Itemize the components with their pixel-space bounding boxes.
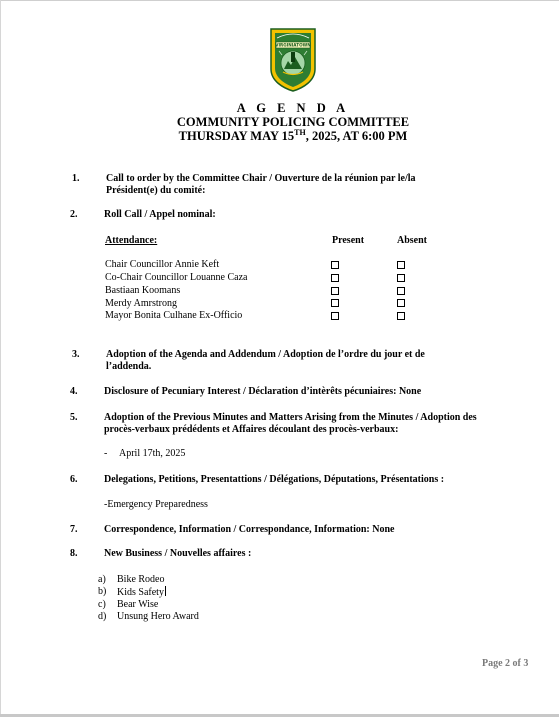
attendance-header: Attendance: — [105, 235, 158, 246]
attendee-name: Merdy Amrstrong — [105, 298, 177, 309]
attendee-name: Bastiaan Koomans — [105, 285, 181, 296]
absent-checkbox[interactable] — [397, 312, 405, 320]
item-number: 3. — [72, 349, 80, 360]
agenda-title-block — [0, 101, 559, 143]
item-number: 8. — [70, 548, 78, 559]
agenda-item-call-to-order: Call to order by the Committee Chair / Ouverture de la réunion par le/la Président(e) du comité: — [106, 173, 416, 196]
present-checkbox[interactable] — [331, 299, 339, 307]
committee-name: COMMUNITY POLICING COMMITTEE — [176, 115, 410, 129]
item-number: 4. — [70, 386, 78, 397]
minutes-date: April 17th, 2025 — [119, 448, 186, 459]
item-number: 7. — [70, 524, 78, 535]
minutes-bullet: - — [104, 448, 108, 459]
delegation-entry: -Emergency Preparedness — [104, 499, 208, 510]
present-checkbox[interactable] — [331, 274, 339, 282]
absent-checkbox[interactable] — [397, 261, 405, 269]
list-marker: d) — [98, 611, 107, 622]
attendee-name: Mayor Bonita Culhane Ex-Officio — [105, 310, 243, 321]
text-cursor — [165, 586, 166, 596]
page-number: Page 2 of 3 — [482, 658, 529, 669]
list-marker: b) — [98, 586, 107, 597]
absent-checkbox[interactable] — [397, 274, 405, 282]
meeting-date: THURSDAY MAY 15TH, 2025, AT 6:00 PM — [178, 127, 408, 143]
list-item: Bike Rodeo — [117, 574, 165, 585]
item-number: 5. — [70, 412, 78, 423]
list-item: Bear Wise — [117, 599, 159, 610]
list-item: Kids Safety — [117, 587, 164, 598]
agenda-item-new-business: New Business / Nouvelles affaires : — [104, 548, 252, 559]
item-number: 6. — [70, 474, 78, 485]
agenda-item-correspondence: Correspondence, Information / Correspondance, Information: None — [104, 524, 395, 535]
present-checkbox[interactable] — [331, 312, 339, 320]
agenda-item-delegations: Delegations, Petitions, Presentattions / Délégations, Députations, Présentations : — [104, 474, 445, 485]
agenda-heading: A G E N D A — [236, 101, 350, 115]
agenda-item-pecuniary-interest: Disclosure of Pecuniary Interest / Déclaration d’intèrêts pécuniaires: None — [104, 386, 422, 397]
attendee-name: Co-Chair Councillor Louanne Caza — [105, 272, 248, 283]
absent-checkbox[interactable] — [397, 287, 405, 295]
item-number: 1. — [72, 173, 80, 184]
list-item: Unsung Hero Award — [117, 611, 199, 622]
absent-checkbox[interactable] — [397, 299, 405, 307]
page-edge-top — [0, 0, 559, 1]
item-number: 2. — [70, 209, 78, 220]
municipal-crest-icon — [267, 25, 319, 93]
attendee-name: Chair Councillor Annie Keft — [105, 259, 220, 270]
list-marker: a) — [98, 574, 106, 585]
agenda-item-roll-call: Roll Call / Appel nominal: — [104, 209, 216, 220]
present-checkbox[interactable] — [331, 261, 339, 269]
present-checkbox[interactable] — [331, 287, 339, 295]
agenda-item-adoption-agenda: Adoption of the Agenda and Addendum / Adoption de l’ordre du jour et de l’addenda. — [106, 349, 425, 372]
agenda-item-previous-minutes: Adoption of the Previous Minutes and Matters Arising from the Minutes / Adoption des procès-verbaux prédédents et Affaires découlant des procès-verbaux: — [104, 412, 477, 435]
absent-header: Absent — [397, 235, 428, 246]
present-header: Present — [332, 235, 365, 246]
list-marker: c) — [98, 599, 106, 610]
crest-text: VIRGINIATOWN — [275, 42, 311, 48]
